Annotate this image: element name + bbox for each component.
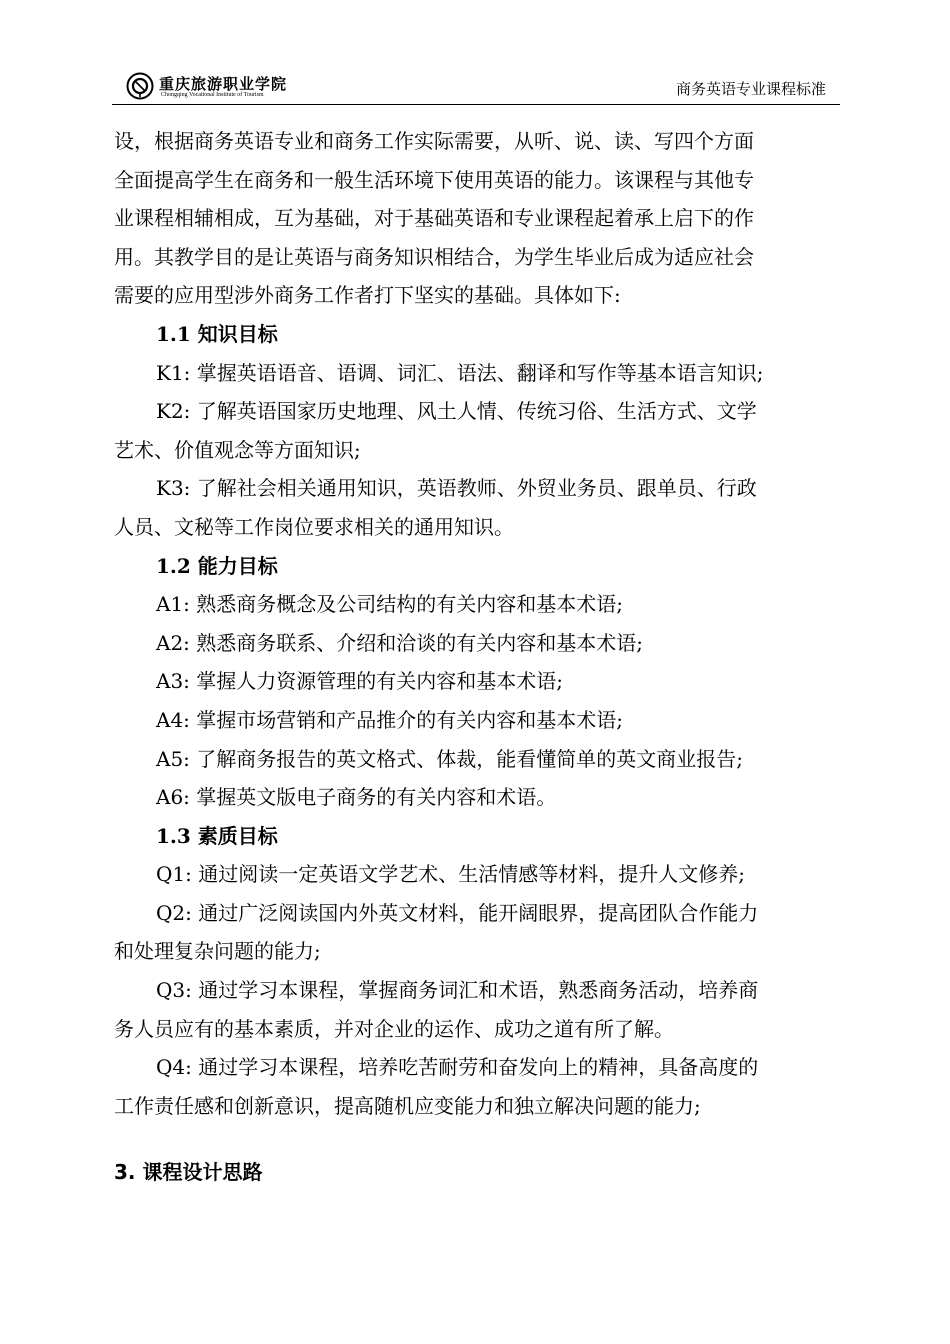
paragraph-line: 用。其教学目的是让英语与商务知识相结合，为学生毕业后成为适应社会 xyxy=(114,244,754,269)
goal-a3: A3: 掌握人力资源管理的有关内容和基本术语; xyxy=(156,669,564,694)
goal-q3: Q3: 通过学习本课程，掌握商务词汇和术语，熟悉商务活动，培养商 xyxy=(156,978,759,1003)
goal-k1: K1: 掌握英语语音、语调、词汇、语法、翻译和写作等基本语言知识; xyxy=(156,360,764,385)
heading-ability-goals: 1.2 能力目标 xyxy=(156,553,278,578)
goal-k2: K2: 了解英语国家历史地理、风土人情、传统习俗、生活方式、文学 xyxy=(156,399,757,424)
logo-english-name: Chongqing Vocational Institute of Tourism xyxy=(161,92,264,98)
goal-k3: K3: 了解社会相关通用知识，英语教师、外贸业务员、跟单员、行政 xyxy=(156,476,757,501)
page-header xyxy=(112,66,840,106)
goal-q3-cont: 务人员应有的基本素质，并对企业的运作、成功之道有所了解。 xyxy=(114,1016,674,1041)
goal-a1: A1: 熟悉商务概念及公司结构的有关内容和基本术语; xyxy=(156,592,624,617)
paragraph-line: 设，根据商务英语专业和商务工作实际需要，从听、说、读、写四个方面 xyxy=(114,129,754,153)
paragraph-line: 全面提高学生在商务和一般生活环境下使用英语的能力。该课程与其他专 xyxy=(114,167,754,192)
header-divider xyxy=(112,104,840,105)
goal-k2-cont: 艺术、价值观念等方面知识; xyxy=(114,437,361,462)
paragraph-line: 业课程相辅相成，互为基础，对于基础英语和专业课程起着承上启下的作 xyxy=(114,206,754,231)
document-body xyxy=(114,122,834,1125)
goal-a2: A2: 熟悉商务联系、介绍和洽谈的有关内容和基本术语; xyxy=(156,630,644,655)
goal-q1: Q1: 通过阅读一定英语文学艺术、生活情感等材料，提升人文修养; xyxy=(156,862,745,887)
goal-a6: A6: 掌握英文版电子商务的有关内容和术语。 xyxy=(156,785,557,810)
goal-a5: A5: 了解商务报告的英文格式、体裁，能看懂简单的英文商业报告; xyxy=(156,746,744,771)
school-seal-icon xyxy=(126,72,154,100)
goal-q4-cont: 工作责任感和创新意识，提高随机应变能力和独立解决问题的能力; xyxy=(114,1093,701,1118)
goal-k3-cont: 人员、文秘等工作岗位要求相关的通用知识。 xyxy=(114,514,514,539)
section-heading-course-design: 3. 课程设计思路 xyxy=(114,1160,263,1184)
goal-q2: Q2: 通过广泛阅读国内外英文材料，能开阔眼界，提高团队合作能力 xyxy=(156,900,759,925)
logo-chinese-name: 重庆旅游职业学院 xyxy=(159,75,288,93)
goal-q2-cont: 和处理复杂问题的能力; xyxy=(114,939,321,964)
goal-a4: A4: 掌握市场营销和产品推介的有关内容和基本术语; xyxy=(156,707,624,732)
paragraph-line: 需要的应用型涉外商务工作者打下坚实的基础。具体如下: xyxy=(114,283,621,308)
document-title: 商务英语专业课程标准 xyxy=(675,80,826,98)
heading-quality-goals: 1.3 素质目标 xyxy=(156,823,278,848)
goal-q4: Q4: 通过学习本课程，培养吃苦耐劳和奋发向上的精神，具备高度的 xyxy=(156,1055,759,1080)
heading-knowledge-goals: 1.1 知识目标 xyxy=(156,321,278,346)
